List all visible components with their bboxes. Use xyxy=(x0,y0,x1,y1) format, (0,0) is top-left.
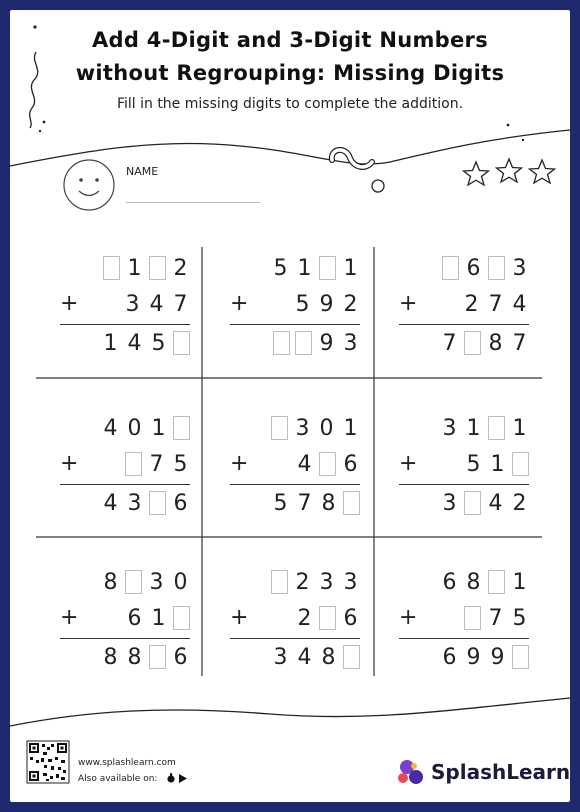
sum-line xyxy=(60,324,190,325)
digit: 9 xyxy=(490,644,505,670)
first-addend-row xyxy=(96,414,190,442)
circle-decoration xyxy=(372,180,384,192)
digit: 4 xyxy=(103,490,118,516)
sum-line xyxy=(60,638,190,639)
missing-digit-box[interactable] xyxy=(173,606,190,630)
missing-digit-box[interactable] xyxy=(464,331,481,355)
digit: 8 xyxy=(488,330,503,356)
digit: 6 xyxy=(343,605,358,631)
missing-digit-box[interactable] xyxy=(343,491,360,515)
digit: 4 xyxy=(512,291,527,317)
digit: 4 xyxy=(297,644,312,670)
plus-sign: + xyxy=(60,605,79,630)
digit: 3 xyxy=(319,569,334,595)
digit: 7 xyxy=(173,291,188,317)
digit: 1 xyxy=(343,415,358,441)
wave-line-bottom xyxy=(10,698,570,726)
sum-row xyxy=(96,643,190,671)
plus-sign: + xyxy=(60,291,79,316)
digit: 5 xyxy=(512,605,527,631)
addition-problem xyxy=(230,248,360,378)
digit: 0 xyxy=(319,415,334,441)
digit: 6 xyxy=(442,569,457,595)
missing-digit-box[interactable] xyxy=(488,570,505,594)
second-addend-row xyxy=(118,290,190,318)
star-icon xyxy=(530,160,555,183)
addition-problem xyxy=(60,248,190,378)
digit: 3 xyxy=(127,490,142,516)
digit: 1 xyxy=(466,415,481,441)
missing-digit-box[interactable] xyxy=(464,606,481,630)
splashlearn-logo-icon xyxy=(398,760,423,784)
digit: 9 xyxy=(319,330,334,356)
plus-sign: + xyxy=(230,291,249,316)
digit: 5 xyxy=(273,490,288,516)
digit: 8 xyxy=(466,569,481,595)
digit: 2 xyxy=(464,291,479,317)
digit: 9 xyxy=(466,644,481,670)
brand-name: SplashLearn xyxy=(431,760,570,784)
second-addend-row xyxy=(120,450,190,478)
digit: 3 xyxy=(442,415,457,441)
first-addend-row xyxy=(98,254,190,282)
digit: 3 xyxy=(343,569,358,595)
plus-sign: + xyxy=(399,291,418,316)
first-addend-row xyxy=(266,414,360,442)
digit: 4 xyxy=(149,291,164,317)
missing-digit-box[interactable] xyxy=(271,416,288,440)
digit: 6 xyxy=(343,451,358,477)
digit: 5 xyxy=(173,451,188,477)
second-addend-row xyxy=(459,450,529,478)
digit: 0 xyxy=(173,569,188,595)
sum-row xyxy=(96,329,190,357)
digit: 7 xyxy=(488,605,503,631)
addition-problem xyxy=(230,408,360,538)
missing-digit-box[interactable] xyxy=(149,256,166,280)
digit: 8 xyxy=(103,644,118,670)
second-addend-row xyxy=(288,290,360,318)
digit: 1 xyxy=(103,330,118,356)
digit: 6 xyxy=(127,605,142,631)
missing-digit-box[interactable] xyxy=(512,452,529,476)
first-addend-row xyxy=(435,568,529,596)
digit: 4 xyxy=(297,451,312,477)
first-addend-row xyxy=(437,254,529,282)
missing-digit-box[interactable] xyxy=(295,331,312,355)
missing-digit-box[interactable] xyxy=(319,606,336,630)
star-icon xyxy=(497,159,522,182)
missing-digit-box[interactable] xyxy=(271,570,288,594)
play-store-icon xyxy=(179,774,187,783)
digit: 3 xyxy=(273,644,288,670)
sum-row xyxy=(268,329,360,357)
digit: 1 xyxy=(297,255,312,281)
missing-digit-box[interactable] xyxy=(512,645,529,669)
missing-digit-box[interactable] xyxy=(149,645,166,669)
addition-problem xyxy=(399,562,529,692)
plus-sign: + xyxy=(399,605,418,630)
missing-digit-box[interactable] xyxy=(173,331,190,355)
digit: 6 xyxy=(466,255,481,281)
digit: 8 xyxy=(321,490,336,516)
digit: 1 xyxy=(512,569,527,595)
sum-row xyxy=(266,489,360,517)
first-addend-row xyxy=(96,568,190,596)
second-addend-row xyxy=(290,450,360,478)
addition-problem xyxy=(399,248,529,378)
missing-digit-box[interactable] xyxy=(488,256,505,280)
digit: 8 xyxy=(321,644,336,670)
website-text: www.splashlearn.com xyxy=(78,758,176,768)
sum-line xyxy=(230,324,360,325)
sum-row xyxy=(266,643,360,671)
sum-row xyxy=(96,489,190,517)
digit: 5 xyxy=(273,255,288,281)
qr-code-icon xyxy=(27,741,69,783)
missing-digit-box[interactable] xyxy=(125,452,142,476)
first-addend-row xyxy=(435,414,529,442)
sum-line xyxy=(230,638,360,639)
digit: 4 xyxy=(488,490,503,516)
missing-digit-box[interactable] xyxy=(149,491,166,515)
star-icon xyxy=(464,162,489,185)
missing-digit-box[interactable] xyxy=(442,256,459,280)
name-label: NAME xyxy=(126,165,159,178)
addition-problem xyxy=(60,408,190,538)
sum-row xyxy=(435,489,529,517)
second-addend-row xyxy=(457,290,529,318)
page-title-line-2: without Regrouping: Missing Digits xyxy=(75,61,505,85)
sum-line xyxy=(399,484,529,485)
missing-digit-box[interactable] xyxy=(125,570,142,594)
first-addend-row xyxy=(266,568,360,596)
digit: 1 xyxy=(343,255,358,281)
digit: 8 xyxy=(103,569,118,595)
digit: 1 xyxy=(151,415,166,441)
plus-sign: + xyxy=(60,451,79,476)
digit: 2 xyxy=(295,569,310,595)
digit: 4 xyxy=(127,330,142,356)
digit: 7 xyxy=(512,330,527,356)
digit: 2 xyxy=(512,490,527,516)
digit: 6 xyxy=(173,490,188,516)
digit: 2 xyxy=(173,255,188,281)
instructions-text: Fill in the missing digits to complete the addition. xyxy=(116,96,464,112)
digit: 5 xyxy=(295,291,310,317)
digit: 3 xyxy=(442,490,457,516)
missing-digit-box[interactable] xyxy=(319,452,336,476)
missing-digit-box[interactable] xyxy=(319,256,336,280)
missing-digit-box[interactable] xyxy=(464,491,481,515)
digit: 4 xyxy=(103,415,118,441)
digit: 3 xyxy=(125,291,140,317)
name-input-line[interactable] xyxy=(126,202,260,203)
missing-digit-box[interactable] xyxy=(173,416,190,440)
dot-decoration xyxy=(39,130,41,132)
available-on-text: Also available on: xyxy=(78,774,158,784)
apple-store-icon xyxy=(167,773,174,783)
addition-problem xyxy=(399,408,529,538)
first-addend-row xyxy=(266,254,360,282)
digit: 7 xyxy=(149,451,164,477)
addition-problem xyxy=(230,562,360,692)
digit: 9 xyxy=(319,291,334,317)
dot-decoration xyxy=(43,121,46,124)
digit: 2 xyxy=(343,291,358,317)
missing-digit-box[interactable] xyxy=(273,331,290,355)
sum-line xyxy=(399,638,529,639)
sum-row xyxy=(435,643,529,671)
dot-decoration xyxy=(522,139,524,141)
digit: 3 xyxy=(149,569,164,595)
digit: 7 xyxy=(442,330,457,356)
digit: 1 xyxy=(151,605,166,631)
dot-decoration xyxy=(507,124,510,127)
addition-problem xyxy=(60,562,190,692)
sum-row xyxy=(435,329,529,357)
second-addend-row xyxy=(459,604,529,632)
digit: 7 xyxy=(297,490,312,516)
digit: 8 xyxy=(127,644,142,670)
plus-sign: + xyxy=(399,451,418,476)
digit: 1 xyxy=(490,451,505,477)
sum-line xyxy=(60,484,190,485)
page-title-line-1: Add 4-Digit and 3-Digit Numbers xyxy=(91,28,488,52)
digit: 0 xyxy=(127,415,142,441)
sum-line xyxy=(230,484,360,485)
digit: 2 xyxy=(297,605,312,631)
missing-digit-box[interactable] xyxy=(343,645,360,669)
digit: 3 xyxy=(343,330,358,356)
digit: 5 xyxy=(151,330,166,356)
sum-line xyxy=(399,324,529,325)
smiley-avatar-icon xyxy=(64,160,114,210)
second-addend-row xyxy=(290,604,360,632)
second-addend-row xyxy=(120,604,190,632)
digit: 3 xyxy=(295,415,310,441)
digit: 7 xyxy=(488,291,503,317)
missing-digit-box[interactable] xyxy=(488,416,505,440)
worksheet-page xyxy=(10,10,570,802)
digit: 5 xyxy=(466,451,481,477)
plus-sign: + xyxy=(230,605,249,630)
digit: 6 xyxy=(173,644,188,670)
digit: 6 xyxy=(442,644,457,670)
digit: 1 xyxy=(512,415,527,441)
digit: 3 xyxy=(512,255,527,281)
missing-digit-box[interactable] xyxy=(103,256,120,280)
plus-sign: + xyxy=(230,451,249,476)
digit: 1 xyxy=(127,255,142,281)
